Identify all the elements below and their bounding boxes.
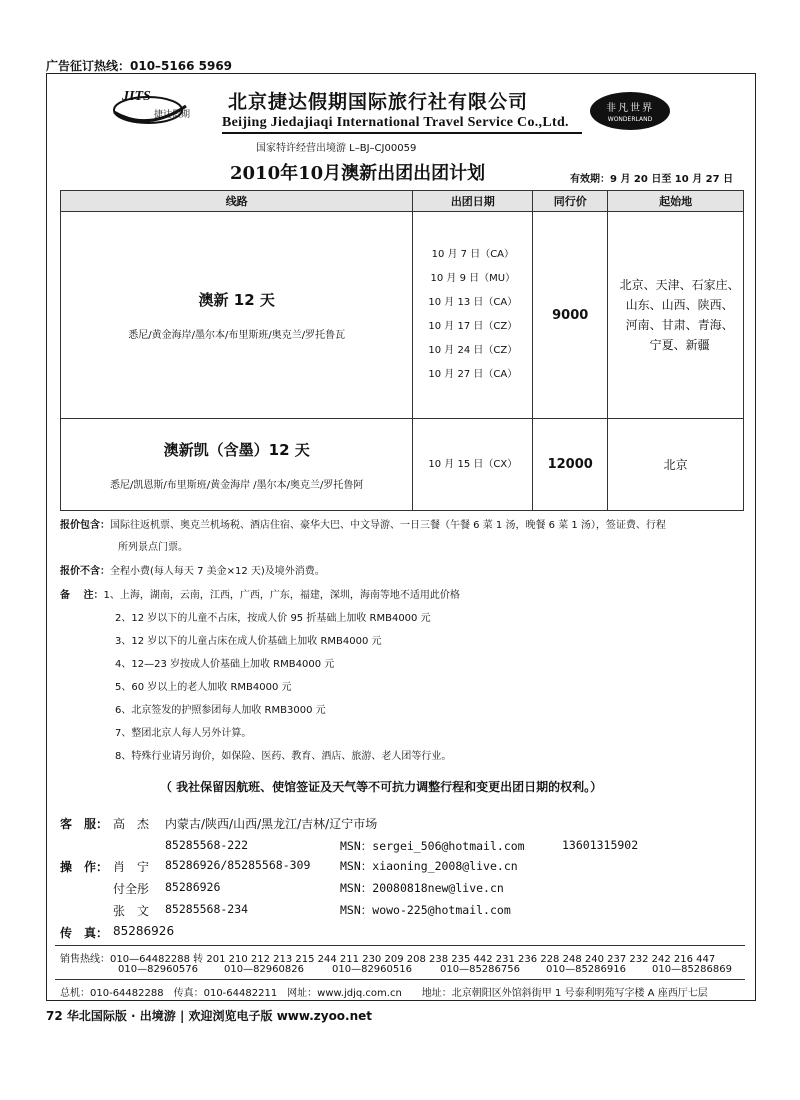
include-label: 报价包含： bbox=[60, 520, 110, 531]
ops-phone: 85286926 bbox=[165, 880, 221, 894]
separator bbox=[55, 945, 745, 946]
ops-msn: MSN：20080818new@live.cn bbox=[340, 881, 504, 895]
fax-number: 85286926 bbox=[113, 924, 175, 938]
ops-name: 张 文 bbox=[113, 904, 150, 918]
ad-hotline: 广告征订热线：010–5166 5969 bbox=[46, 59, 233, 73]
ops-name: 肖 宁 bbox=[113, 860, 150, 874]
origin-line: 山东、山西、陕西、 bbox=[625, 298, 734, 312]
sales-number: 010—82960516 bbox=[332, 964, 412, 975]
include-text: 国际往返机票、奥克兰机场税、酒店住宿、豪华大巴、中文导游、一日三餐（午餐 6 菜 1 汤，晚餐 6 菜 1 汤），签证费、行程 bbox=[110, 520, 666, 531]
exclude-text: 全程小费(每人每天 7 美金×12 天)及境外消费。 bbox=[110, 566, 325, 577]
sales-number: 010—82960826 bbox=[224, 964, 304, 975]
remark-item: 4、12—23 岁按成人价基础上加收 RMB4000 元 bbox=[115, 659, 335, 670]
origin-line: 北京、天津、石家庄、 bbox=[619, 278, 740, 292]
route-title: 澳新凯（含墨）12 天 bbox=[163, 440, 310, 459]
title-underline bbox=[222, 132, 582, 134]
service-mobile: 13601315902 bbox=[562, 838, 639, 852]
remark-item: 5、60 岁以上的老人加收 RMB4000 元 bbox=[115, 682, 292, 693]
remark-item: 7、整团北京人每人另外计算。 bbox=[115, 728, 252, 739]
route-stops: 悉尼/凯恩斯/布里斯班/黄金海岸 /墨尔本/奥克兰/罗托鲁阿 bbox=[109, 479, 364, 491]
logo-sub: 捷达假期 bbox=[154, 110, 191, 120]
header-route: 线路 bbox=[61, 191, 413, 212]
sales-number: 010—85286916 bbox=[546, 964, 626, 975]
ops-phone: 85285568-234 bbox=[165, 902, 249, 916]
remark-item: 2、12 岁以下的儿童不占床，按成人价 95 折基础上加收 RMB4000 元 bbox=[115, 613, 431, 624]
page-title: 2010年10月澳新出团出团计划 bbox=[230, 163, 486, 184]
route-title: 澳新 12 天 bbox=[198, 291, 275, 309]
company-logo bbox=[108, 84, 216, 128]
header-price: 同行价 bbox=[533, 191, 608, 212]
header-date: 出团日期 bbox=[413, 191, 533, 212]
exclude-label: 报价不含： bbox=[60, 566, 110, 577]
remark-item: 6、北京签发的护照参团每人加收 RMB3000 元 bbox=[115, 705, 326, 716]
header-origin: 起始地 bbox=[608, 191, 744, 212]
origin-cell bbox=[608, 212, 744, 419]
service-msn: MSN：sergei_506@hotmail.com bbox=[340, 839, 525, 853]
include-text-cont: 所列景点门票。 bbox=[118, 542, 188, 553]
sales-hotline: 销售热线：010—64482288 转 201 210 212 213 215 244 211 230 209 208 238 235 442 231 236 228 248 240 237 232 242 216 447 bbox=[60, 954, 716, 965]
departure-date: 10 月 24 日（CZ） bbox=[428, 345, 518, 356]
remark-item: 8、特殊行业请另询价，如保险、医药、教育、酒店、旅游、老人团等行业。 bbox=[115, 751, 452, 762]
departure-date: 10 月 17 日（CZ） bbox=[428, 321, 518, 332]
table-header-row bbox=[61, 191, 744, 212]
origin-line: 北京 bbox=[663, 457, 688, 472]
route-cell bbox=[61, 419, 413, 511]
route-stops: 悉尼/黄金海岸/墨尔本/布里斯班/奥克兰/罗托鲁瓦 bbox=[128, 330, 346, 341]
departure-date: 10 月 15 日（CX） bbox=[428, 458, 518, 470]
price-cell: 12000 bbox=[533, 419, 608, 511]
origin-line: 宁夏、新疆 bbox=[649, 338, 710, 352]
origin-cell bbox=[608, 419, 744, 511]
badge-en: WONDERLAND bbox=[607, 116, 653, 123]
company-name-en: Beijing Jiedajiaqi International Travel Service Co.,Ltd. bbox=[222, 115, 569, 130]
tour-table bbox=[60, 190, 744, 511]
departure-date: 10 月 9 日（MU） bbox=[430, 273, 516, 284]
date-cell bbox=[413, 212, 533, 419]
rights-reserved-notice: （ 我社保留因航班、使馆签证及天气等不可抗力调整行程和变更出团日期的权利。） bbox=[160, 780, 603, 794]
origin-line: 河南、甘肃、青海、 bbox=[625, 318, 734, 332]
remarks-label: 备 注： bbox=[60, 590, 104, 601]
logo-text: JITS bbox=[122, 89, 151, 104]
ops-msn: MSN：wowo-225@hotmail.com bbox=[340, 903, 511, 917]
sales-number: 010—85286869 bbox=[652, 964, 732, 975]
service-label: 客 服： bbox=[60, 817, 109, 831]
service-region: 内蒙古/陕西/山西/黑龙江/吉林/辽宁市场 bbox=[165, 817, 378, 831]
fax-label: 传 真： bbox=[60, 926, 109, 940]
route-cell bbox=[61, 212, 413, 419]
remark-item: 1、上海，湖南，云南，江西，广西，广东，福建，深圳，海南等地不适用此价格 bbox=[103, 590, 460, 601]
company-name-cn: 北京捷达假期国际旅行社有限公司 bbox=[228, 91, 529, 113]
price-cell: 9000 bbox=[533, 212, 608, 419]
wonderland-badge bbox=[590, 92, 670, 130]
license-number: 国家特许经营出境游 L–BJ–CJ00059 bbox=[256, 143, 417, 154]
departure-date: 10 月 7 日（CA） bbox=[431, 249, 515, 260]
separator bbox=[55, 979, 745, 980]
service-phone: 85285568-222 bbox=[165, 838, 249, 852]
badge-cn: 非凡世界 bbox=[606, 103, 654, 114]
company-address: 总机：010-64482288 传真：010-64482211 网址：www.jdjq.com.cn 地址：北京朝阳区外馆斜街甲 1 号泰利明苑写字楼 A 座西厅七层 bbox=[60, 988, 708, 999]
ops-name: 付全彤 bbox=[113, 882, 150, 896]
ops-phone: 85286926/85285568-309 bbox=[165, 858, 311, 872]
sales-number: 010—85286756 bbox=[440, 964, 520, 975]
service-name: 高 杰 bbox=[113, 817, 150, 831]
validity-period: 有效期：9 月 20 日至 10 月 27 日 bbox=[570, 174, 734, 185]
ops-label: 操 作： bbox=[60, 860, 109, 874]
sales-number: 010—82960576 bbox=[118, 964, 198, 975]
date-cell bbox=[413, 419, 533, 511]
table-row bbox=[61, 212, 744, 419]
ops-msn: MSN：xiaoning_2008@live.cn bbox=[340, 859, 518, 873]
page-footer: 72 华北国际版 · 出境游 | 欢迎浏览电子版 www.zyoo.net bbox=[46, 1009, 373, 1023]
departure-date: 10 月 13 日（CA） bbox=[428, 297, 518, 308]
remark-item: 3、12 岁以下的儿童占床在成人价基础上加收 RMB4000 元 bbox=[115, 636, 382, 647]
table-row bbox=[61, 419, 744, 511]
departure-date: 10 月 27 日（CA） bbox=[428, 369, 518, 380]
